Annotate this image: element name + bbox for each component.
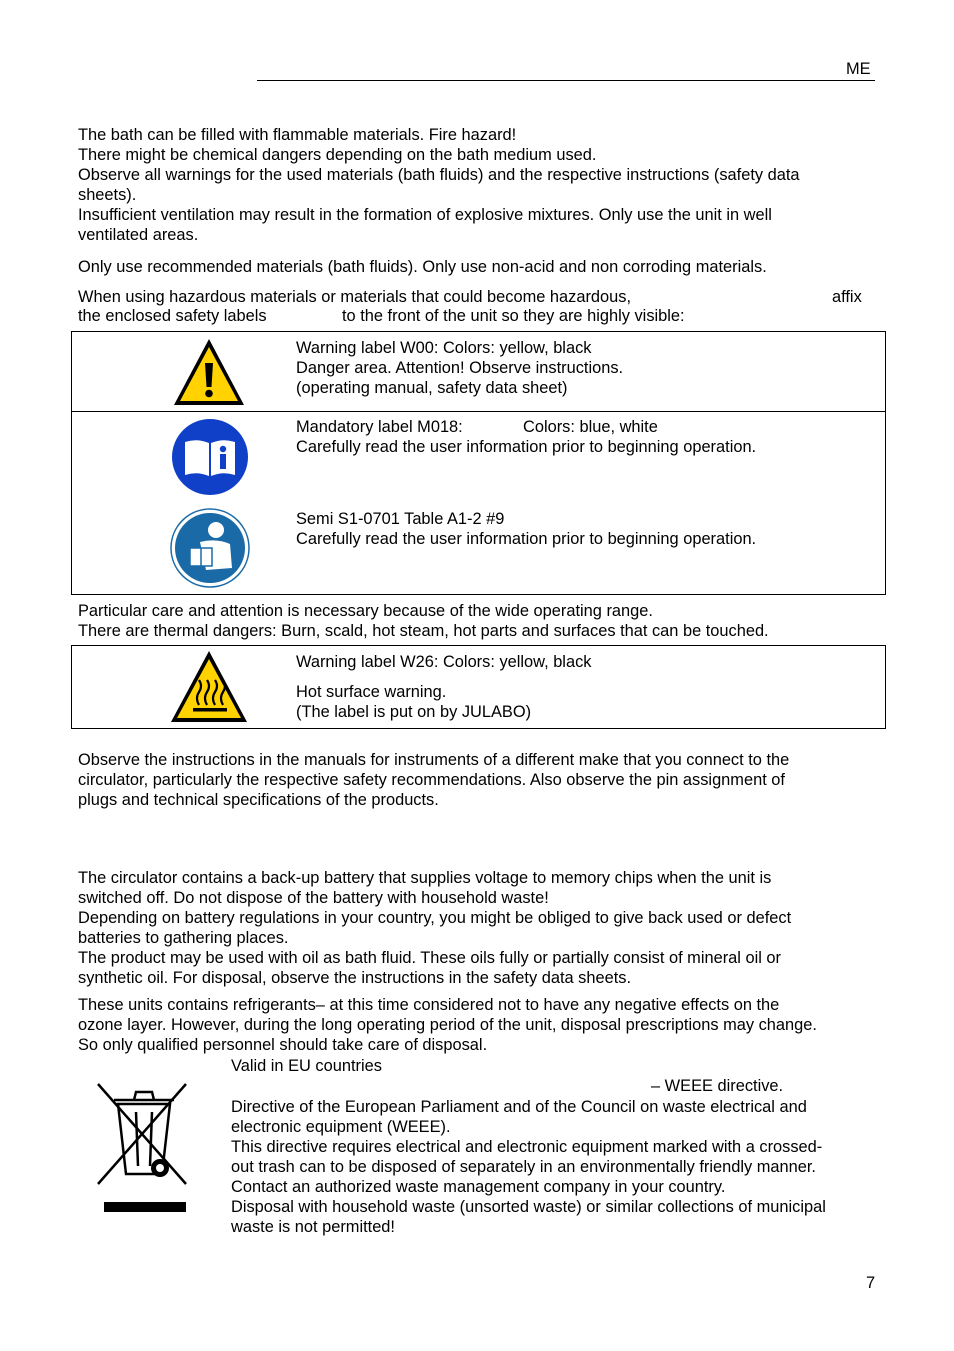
header-rule (257, 80, 875, 81)
page-number: 7 (866, 1274, 876, 1292)
intro-paragraph (78, 125, 878, 245)
thermal-line: There are thermal dangers: Burn, scald, hot steam, hot parts and surfaces that can be touched. (78, 622, 769, 640)
battery-line: batteries to gathering places. (78, 929, 289, 947)
w00-line-1: Warning label W00: Colors: yellow, black (296, 339, 592, 357)
m018-text: Carefully read the user information prior to beginning operation. (296, 438, 757, 456)
recommended-materials-text (78, 257, 878, 277)
w26-title: Warning label W26: Colors: yellow, black (296, 653, 592, 671)
read-manual-icon (171, 418, 249, 496)
weee-paragraph (231, 1097, 881, 1237)
thermal-paragraph (78, 601, 878, 641)
instruments-line: circulator, particularly the respective safety recommendations. Also observe the pin assignment of (78, 771, 785, 789)
header-label: ME (846, 60, 871, 78)
weee-line: electronic equipment (WEEE). (231, 1118, 451, 1136)
battery-line: The circulator contains a back-up battery that supplies voltage to memory chips when the unit is (78, 869, 772, 887)
hot-surface-table (71, 645, 886, 729)
intro-line: sheets). (78, 186, 137, 204)
table-divider (72, 411, 885, 412)
semi-line-2: Carefully read the user information prior to beginning operation. (296, 530, 757, 548)
battery-line: synthetic oil. For disposal, observe the instructions in the safety data sheets. (78, 969, 632, 987)
battery-line: The product may be used with oil as bath fluid. These oils fully or partially consist of mineral oil or (78, 949, 782, 967)
semi-read-manual-icon (170, 508, 250, 588)
hazardous-text-2: affix (832, 288, 862, 306)
m018-title: Mandatory label M018: (296, 418, 463, 436)
intro-line: ventilated areas. (78, 226, 199, 244)
refrigerants-line: These units contains refrigerants– at this time considered not to have any negative effects on the (78, 996, 780, 1014)
weee-valid: Valid in EU countries (231, 1057, 382, 1075)
instruments-paragraph (78, 750, 878, 810)
w26-line-1: Hot surface warning. (296, 683, 447, 701)
weee-line: Directive of the European Parliament and of the Council on waste electrical and (231, 1098, 807, 1116)
refrigerants-paragraph (78, 995, 878, 1055)
instruments-line: plugs and technical specifications of the products. (78, 791, 439, 809)
w00-line-3: (operating manual, safety data sheet) (296, 379, 568, 397)
intro-line: Observe all warnings for the used materials (bath fluids) and the respective instructions (safety data (78, 166, 800, 184)
weee-line: Contact an authorized waste management company in your country. (231, 1178, 726, 1196)
warning-triangle-icon (171, 336, 247, 408)
weee-line: Disposal with household waste (unsorted waste) or similar collections of municipal (231, 1198, 826, 1216)
weee-line: waste is not permitted! (231, 1218, 395, 1236)
weee-line: This directive requires electrical and electronic equipment marked with a crossed- (231, 1138, 823, 1156)
weee-directive: – WEEE directive. (651, 1077, 784, 1095)
battery-line: Depending on battery regulations in your country, you might be obliged to give back used or defect (78, 909, 792, 927)
crossed-out-trash-can-icon (94, 1080, 190, 1216)
w26-line-2: (The label is put on by JULABO) (296, 703, 532, 721)
battery-paragraph (78, 868, 878, 988)
hazardous-text-3: the enclosed safety labels (78, 307, 267, 325)
intro-line: Insufficient ventilation may result in the formation of explosive mixtures. Only use the unit in well (78, 206, 772, 224)
intro-line: There might be chemical dangers depending on the bath medium used. (78, 146, 597, 164)
safety-labels-table (71, 331, 886, 595)
instruments-line: Observe the instructions in the manuals for instruments of a different make that you connect to the (78, 751, 790, 769)
refrigerants-line: So only qualified personnel should take care of disposal. (78, 1036, 488, 1054)
recommended-line: Only use recommended materials (bath fluids). Only use non-acid and non corroding materials. (78, 258, 767, 276)
hazardous-text-1: When using hazardous materials or materials that could become hazardous, (78, 288, 632, 306)
w00-line-2: Danger area. Attention! Observe instructions. (296, 359, 624, 377)
weee-line: out trash can to be disposed of separately in an environmentally friendly manner. (231, 1158, 816, 1176)
hazardous-text-4: to the front of the unit so they are highly visible: (342, 307, 685, 325)
intro-line: The bath can be filled with flammable materials. Fire hazard! (78, 126, 517, 144)
refrigerants-line: ozone layer. However, during the long operating period of the unit, disposal prescriptions may change. (78, 1016, 817, 1034)
hot-surface-warning-icon (169, 649, 249, 725)
thermal-line: Particular care and attention is necessary because of the wide operating range. (78, 602, 653, 620)
battery-line: switched off. Do not dispose of the battery with household waste! (78, 889, 549, 907)
semi-line-1: Semi S1-0701 Table A1-2 #9 (296, 510, 505, 528)
m018-colors: Colors: blue, white (523, 418, 658, 436)
